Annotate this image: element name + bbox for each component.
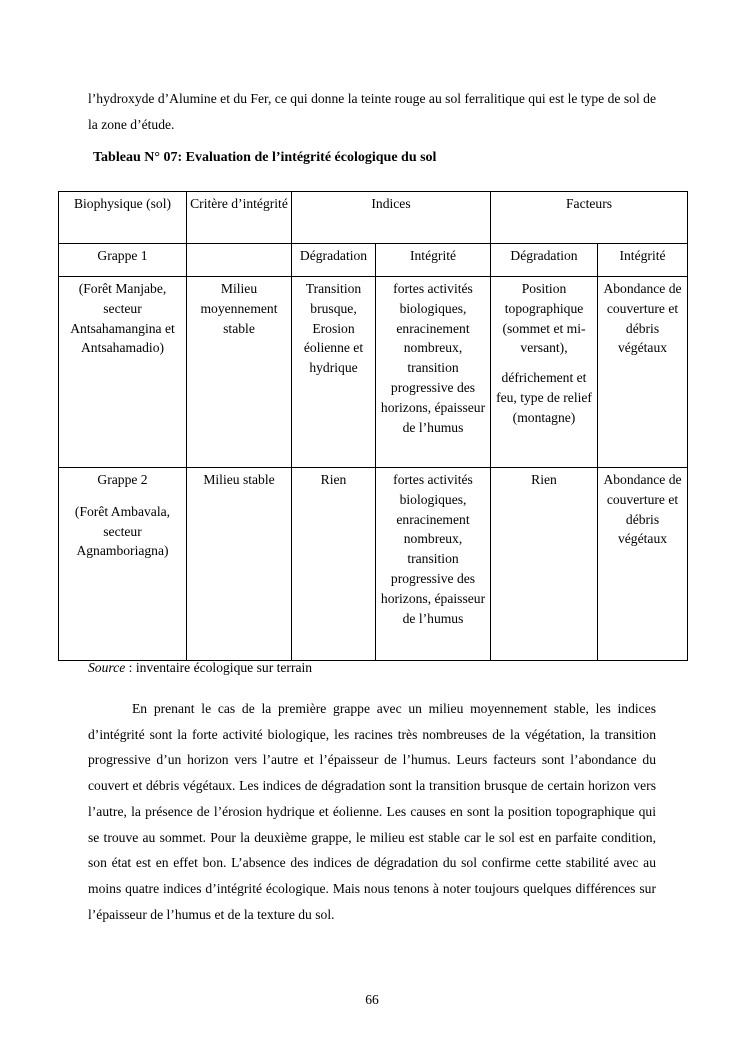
grappe-2-indices-degradation: Rien [292,468,376,661]
subheader-indices-integrite: Intégrité [376,244,491,277]
header-facteurs: Facteurs [491,192,688,244]
header-indices: Indices [292,192,491,244]
header-biophysique: Biophysique (sol) [59,192,187,244]
table-row-grappe-1 [59,277,688,468]
subheader-empty [187,244,292,277]
grappe-1-facteurs-degradation-part-2: défrichement et feu, type de relief (montagne) [496,370,592,425]
grappe-1-location: (Forêt Manjabe, secteur Antsahamangina et Antsahamadio) [59,277,187,468]
table-source [88,660,312,676]
body-paragraph [88,696,656,927]
table-header-row [59,192,688,244]
subheader-indices-degradation: Dégradation [292,244,376,277]
table-subheader-row [59,244,688,277]
grappe-1-facteurs-integrite: Abondance de couverture et débris végétaux [598,277,688,468]
subheader-facteurs-degradation: Dégradation [491,244,598,277]
source-text: : inventaire écologique sur terrain [125,660,313,675]
grappe-1-indices-integrite: fortes activités biologiques, enracinement nombreux, transition progressive des horizons, épaisseur de l’humus [376,277,491,468]
header-critere: Critère d’intégrité [187,192,292,244]
intro-paragraph: l’hydroxyde d’Alumine et du Fer, ce qui donne la teinte rouge au sol ferralitique qui est le type de sol de la zone d’étude. [88,91,656,132]
grappe-2-facteurs-integrite: Abondance de couverture et débris végétaux [598,468,688,661]
grappe-1-critere: Milieu moyennement stable [187,277,292,468]
integrity-table [58,191,688,661]
grappe-2-critere: Milieu stable [187,468,292,661]
grappe-2-indices-integrite: fortes activités biologiques, enracinement nombreux, transition progressive des horizons, épaisseur de l’humus [376,468,491,661]
page-number: 66 [365,992,379,1007]
subheader-facteurs-integrite: Intégrité [598,244,688,277]
grappe-2-location: (Forêt Ambavala, secteur Agnamboriagna) [74,503,171,559]
grappe-2-cell [59,468,187,661]
grappe-2-facteurs-degradation: Rien [491,468,598,661]
grappe-1-indices-degradation: Transition brusque, Erosion éolienne et hydrique [292,277,376,468]
grappe-1-facteurs-degradation-part-1: Position topographique (sommet et mi-versant), [502,281,586,356]
grappe-1-facteurs-degradation [491,277,598,468]
table-title: Tableau N° 07: Evaluation de l’intégrité écologique du sol [93,150,437,165]
grappe-2-label: Grappe 2 [97,472,148,487]
source-label: Source [88,660,126,675]
grappe-1-label: Grappe 1 [59,244,187,277]
table-row-grappe-2 [59,468,688,661]
body-paragraph-text: En prenant le cas de la première grappe avec un milieu moyennement stable, les indices d’intégrité sont la forte activité biologique, les racines très nombreuses de la végétation, la transition progressive d’un horizon vers l’autre et l’épaisseur de l’humus. Leurs facteurs sont l’abondance du couvert et débris végétaux. Les indices de dégradation sont la transition brusque de certain horizon vers l’autre, la présence de l’érosion hydrique et éolienne. Les causes en sont la position topographique qui se trouve au sommet. Pour la deuxième grappe, le milieu est stable car le sol est en parfaite condition, son état est en effet bon. L’absence des indices de dégradation du sol confirme cette stabilité avec au moins quatre indices d’intégrité écologique. Mais nous tenons à noter toujours quelques différences sur l’épaisseur de l’humus et de la texture du sol. [88,701,656,922]
